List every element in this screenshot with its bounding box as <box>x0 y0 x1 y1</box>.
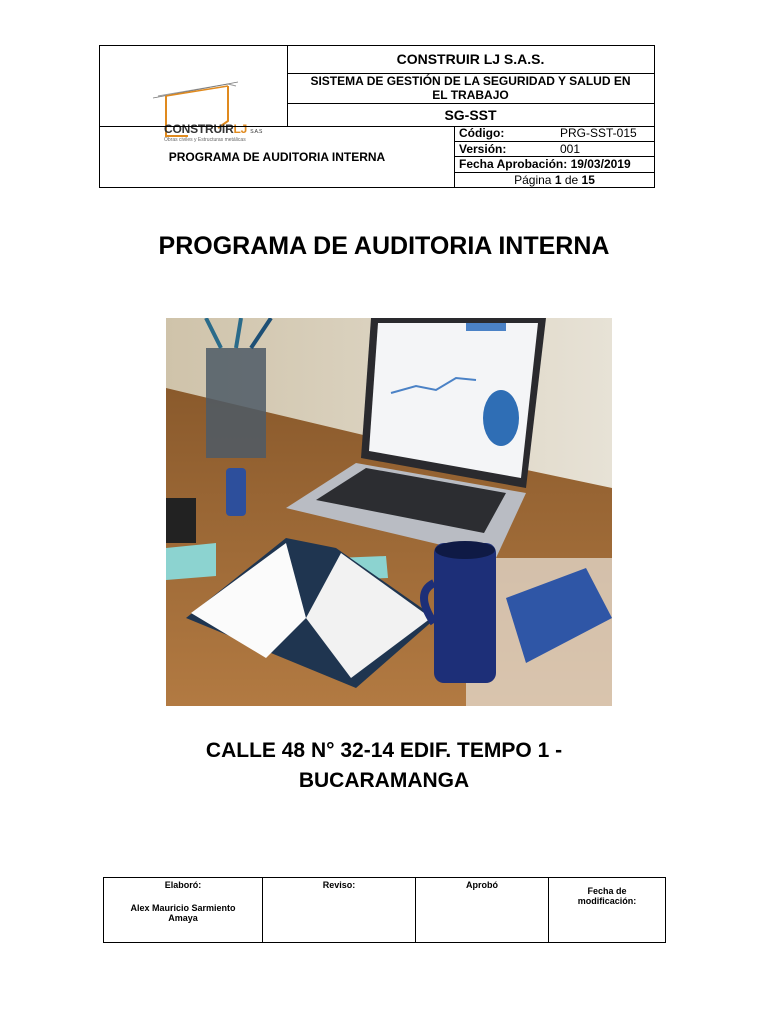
aprobo-cell: Aprobó <box>416 878 549 942</box>
office-desk-photo <box>166 318 612 706</box>
version-row: Versión: 001 <box>455 142 654 158</box>
document-metadata <box>455 126 654 187</box>
reviso-cell: Reviso: <box>263 878 416 942</box>
system-name: SISTEMA DE GESTIÓN DE LA SEGURIDAD Y SALUD EN EL TRABAJO <box>287 73 654 104</box>
address: CALLE 48 N° 32-14 EDIF. TEMPO 1 - BUCARAMANGA <box>205 739 563 792</box>
signature-table <box>103 877 666 943</box>
fecha-modificacion-cell: Fecha de modificación: <box>577 886 637 906</box>
logo-wordmark: CONSTRUIRLJ S.A.S <box>164 122 263 136</box>
program-name: PROGRAMA DE AUDITORIA INTERNA <box>100 126 455 187</box>
logo-tagline: Obras civiles y Estructuras metálicas <box>164 137 246 143</box>
logo-cell <box>100 46 288 143</box>
document-header-table <box>99 45 655 188</box>
approval-row: Fecha Aprobación: 19/03/2019 <box>455 157 654 173</box>
system-acronym: SG-SST <box>444 107 497 123</box>
page-indicator: Página 1 de 15 <box>514 172 595 187</box>
page-title: PROGRAMA DE AUDITORIA INTERNA <box>158 232 610 260</box>
company-name: CONSTRUIR LJ S.A.S. <box>287 46 654 74</box>
code-row: Código: PRG-SST-015 <box>455 126 654 142</box>
elaboro-cell: Elaboró: Alex Mauricio Sarmiento Amaya <box>104 878 263 942</box>
